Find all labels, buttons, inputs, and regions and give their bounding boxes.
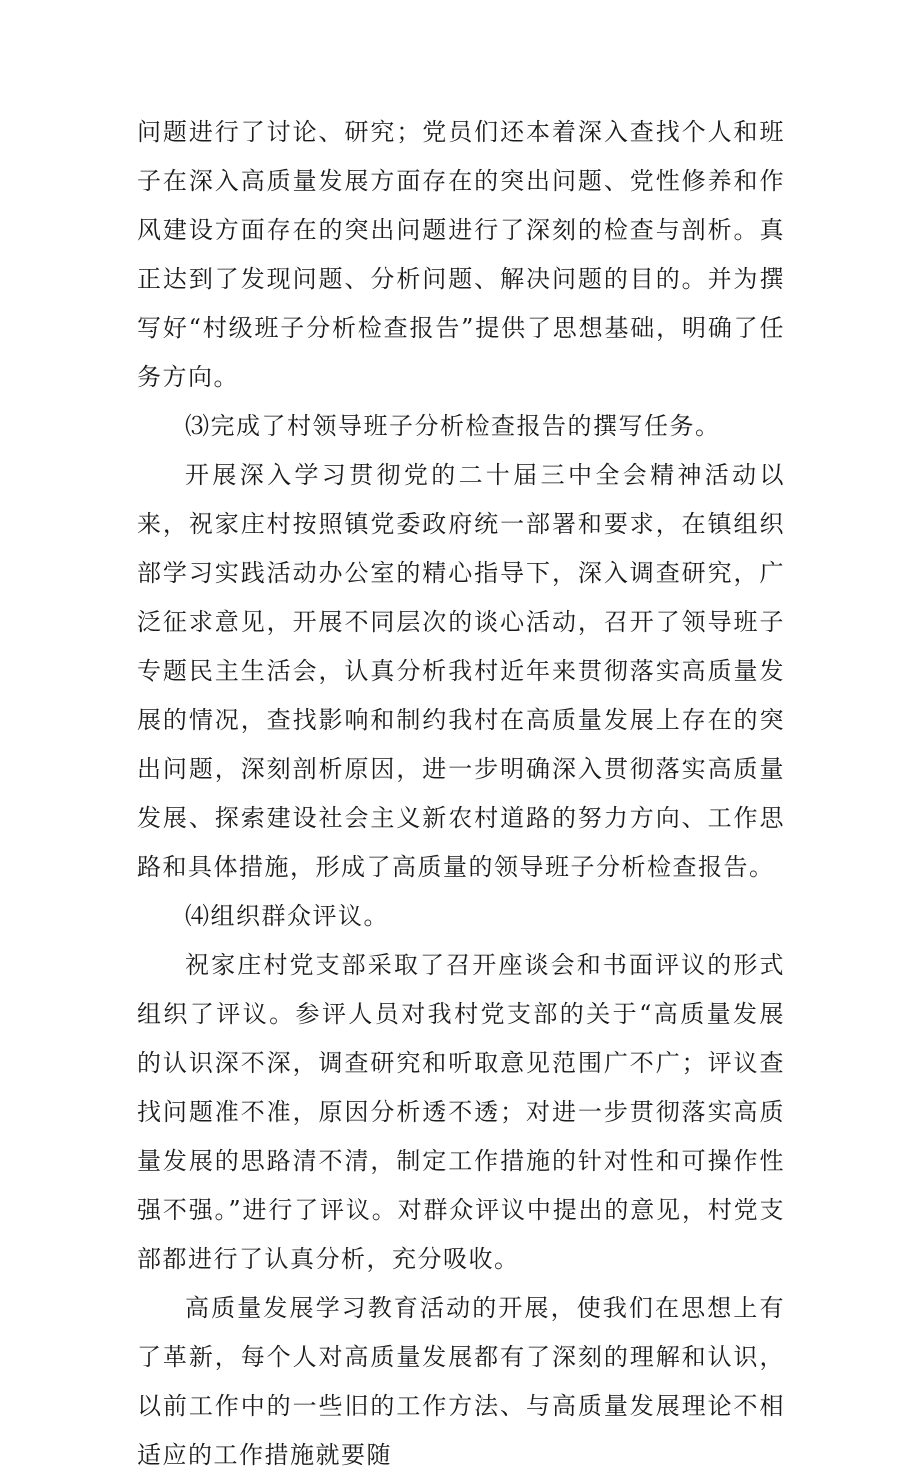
paragraph-heading-3: ⑶完成了村领导班子分析检查报告的撰写任务。: [185, 412, 721, 440]
paragraph-report-writing: 开展深入学习贯彻党的二十届三中全会精神活动以来，祝家庄村按照镇党委政府统一部署和要求，在镇组织部学习实践活动办公室的精心指导下，深入调查研究，广泛征求意见，开展不同层次的谈心活动，召开了领导班子专题民主生活会，认真分析我村近年来贯彻落实高质量发展的情况，查找影响和制约我村在高质量发展上存在的突出问题，深刻剖析原因，进一步明确深入贯彻落实高质量发展、探索建设社会主义新农村道路的努力方向、工作思路和具体措施，形成了高质量的领导班子分析检查报告。: [137, 461, 785, 881]
paragraph-mass-evaluation: 祝家庄村党支部采取了召开座谈会和书面评议的形式组织了评议。参评人员对我村党支部的关于“高质量发展的认识深不深，调查研究和听取意见范围广不广；评议查找问题准不准，原因分析透不透；对进一步贯彻落实高质量发展的思路清不清，制定工作措施的针对性和可操作性强不强。”进行了评议。对群众评议中提出的意见，村党支部都进行了认真分析，充分吸收。: [137, 951, 785, 1273]
paragraph-heading-4: ⑷组织群众评议。: [185, 902, 389, 930]
document-body: [137, 108, 785, 1480]
paragraph-learning-outcome: 高质量发展学习教育活动的开展，使我们在思想上有了革新，每个人对高质量发展都有了深刻的理解和认识，以前工作中的一些旧的工作方法、与高质量发展理论不相适应的工作措施就要随: [137, 1294, 785, 1469]
paragraph-continuation: 问题进行了讨论、研究；党员们还本着深入查找个人和班子在深入高质量发展方面存在的突出问题、党性修养和作风建设方面存在的突出问题进行了深刻的检查与剖析。真正达到了发现问题、分析问题、解决问题的目的。并为撰写好“村级班子分析检查报告”提供了思想基础，明确了任务方向。: [137, 118, 785, 391]
